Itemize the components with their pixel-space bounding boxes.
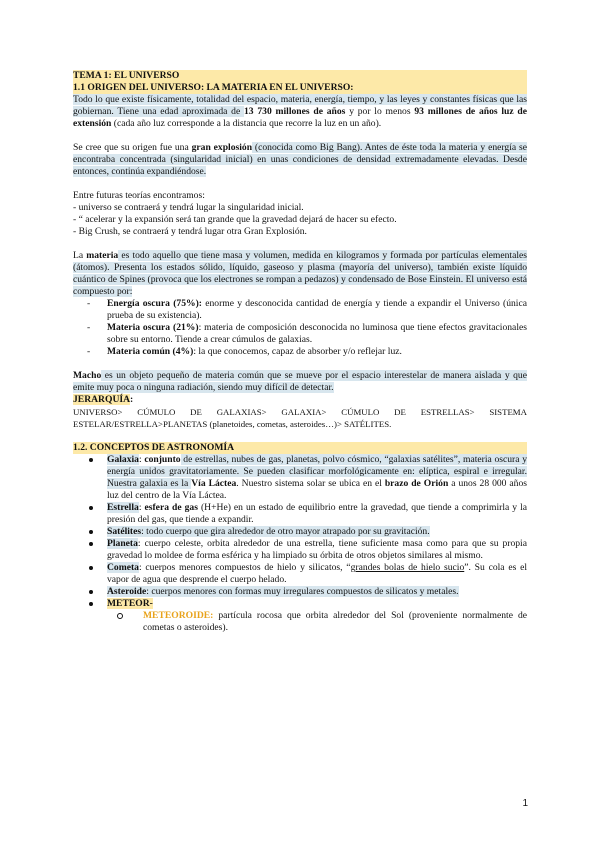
hierarchy-text: UNIVERSO> CÚMULO DE GALAXIAS> GALAXIA> CÚMULO DE ESTRELLAS> SISTEMA ESTELAR/ESTRELLA>PLANETAS (planetoides, cometas, asteroides…)> SATÉLITES.	[73, 407, 527, 429]
page-number: 1	[522, 798, 528, 809]
list-item-planeta: Planeta: cuerpo celeste, orbita alrededor de una estrella, tiene suficiente masa como para que su propia gravedad lo moldee de forma esférica y ha limpiado su órbita de otros objetos similares al mismo.	[73, 538, 527, 562]
list-item-meteor: METEOR-	[73, 598, 527, 610]
paragraph-macho: Macho es un objeto pequeño de materia común que se mueve por el espacio interestelar de manera aislada y que emite muy poca o ninguna radiación, siendo muy difícil de detectar.	[73, 370, 527, 393]
composition-list	[73, 298, 527, 358]
section-heading-1: 1.1 ORIGEN DEL UNIVERSO: LA MATERIA EN EL UNIVERSO:	[73, 82, 527, 94]
concepts-list	[73, 454, 527, 634]
list-item: - Materia común (4%): la que conocemos, capaz de absorber y/o reflejar luz.	[73, 346, 527, 358]
theory-item: - Big Crush, se contraerá y tendrá lugar otra Gran Explosión.	[73, 226, 307, 237]
list-item: - Materia oscura (21%): materia de composición desconocida no luminosa que tiene efectos gravitacionales sobre su entorno. Tiende a crear cúmulos de galaxias.	[73, 322, 527, 346]
list-item-estrella: Estrella: esfera de gas (H+He) en un estado de equilibrio entre la gravedad, que tiende a comprimirla y la presión del gas, que tiende a expandir.	[73, 502, 527, 526]
list-item-cometa: Cometa: cuerpos menores compuestos de hielo y silicatos, “grandes bolas de hielo sucio”. Su cola es el vapor de agua que desprende el cuerpo helado.	[73, 562, 527, 586]
paragraph-origin: Se cree que su origen fue una gran explosión (conocida como Big Bang). Antes de éste toda la materia y energía se encontraba concentrada (singularidad inicial) en unas condiciones de densidad extremadamente elevadas. Desde entonces, continúa expandiéndose.	[73, 142, 527, 177]
list-item: - Energía oscura (75%): enorme y desconocida cantidad de energía y tiende a expandir el Universo (única prueba de su existencia).	[73, 298, 527, 322]
hierarchy-label: JERARQUÍA:	[73, 394, 134, 405]
list-item-galaxia: Galaxia: conjunto de estrellas, nubes de gas, planetas, polvo cósmico, “galaxias satélites”, materia oscura y energía unidos gravitatoriamente. Se pueden clasificar morfológicamente en: elíptica, espiral e irregular. Nuestra galaxia es la Vía Láctea. Nuestro sistema solar se ubica en el brazo de Orión a unos 28 000 años luz del centro de la Vía Láctea.	[73, 454, 527, 502]
theory-item: - universo se contraerá y tendrá lugar la singularidad inicial.	[73, 202, 304, 213]
doc-title: TEMA 1: EL UNIVERSO	[73, 70, 527, 82]
list-item-satelites: Satélites: todo cuerpo que gira alrededor de otro mayor atrapado por su gravitación.	[73, 526, 527, 538]
document-page	[73, 70, 527, 634]
section-heading-2: 1.2. CONCEPTOS DE ASTRONOMÍA	[73, 442, 527, 454]
paragraph-matter: La materia es todo aquello que tiene masa y volumen, medida en kilogramos y formada por partículas elementales (átomos). Presenta los estados sólido, líquido, gaseoso y plasma (mayoría del universo), también existe líquido cuántico de Spines (provoca que los electrones se rompan a pedazos) y condensado de Bose Einstein. El universo está compuesto por:	[73, 250, 527, 297]
list-item-meteoroide: METEOROIDE: partícula rocosa que orbita alrededor del Sol (proveniente normalmente de cometas o asteroides).	[73, 610, 527, 634]
list-item-asteroide: Asteroide: cuerpos menores con formas muy irregulares compuestos de silicatos y metales.	[73, 586, 527, 598]
theories-intro: Entre futuras teorías encontramos:	[73, 190, 205, 201]
paragraph-universe-definition: Todo lo que existe físicamente, totalidad del espacio, materia, energía, tiempo, y las leyes y constantes físicas que las gobiernan. Tiene una edad aproximada de 13 730 millones de años y por lo menos 93 millones de años luz de extensión (cada año luz corresponde a la distancia que recorre la luz en un año).	[73, 94, 528, 129]
theory-item: - “ acelerar y la expansión será tan grande que la gravedad dejará de hacer su efecto.	[73, 214, 397, 225]
